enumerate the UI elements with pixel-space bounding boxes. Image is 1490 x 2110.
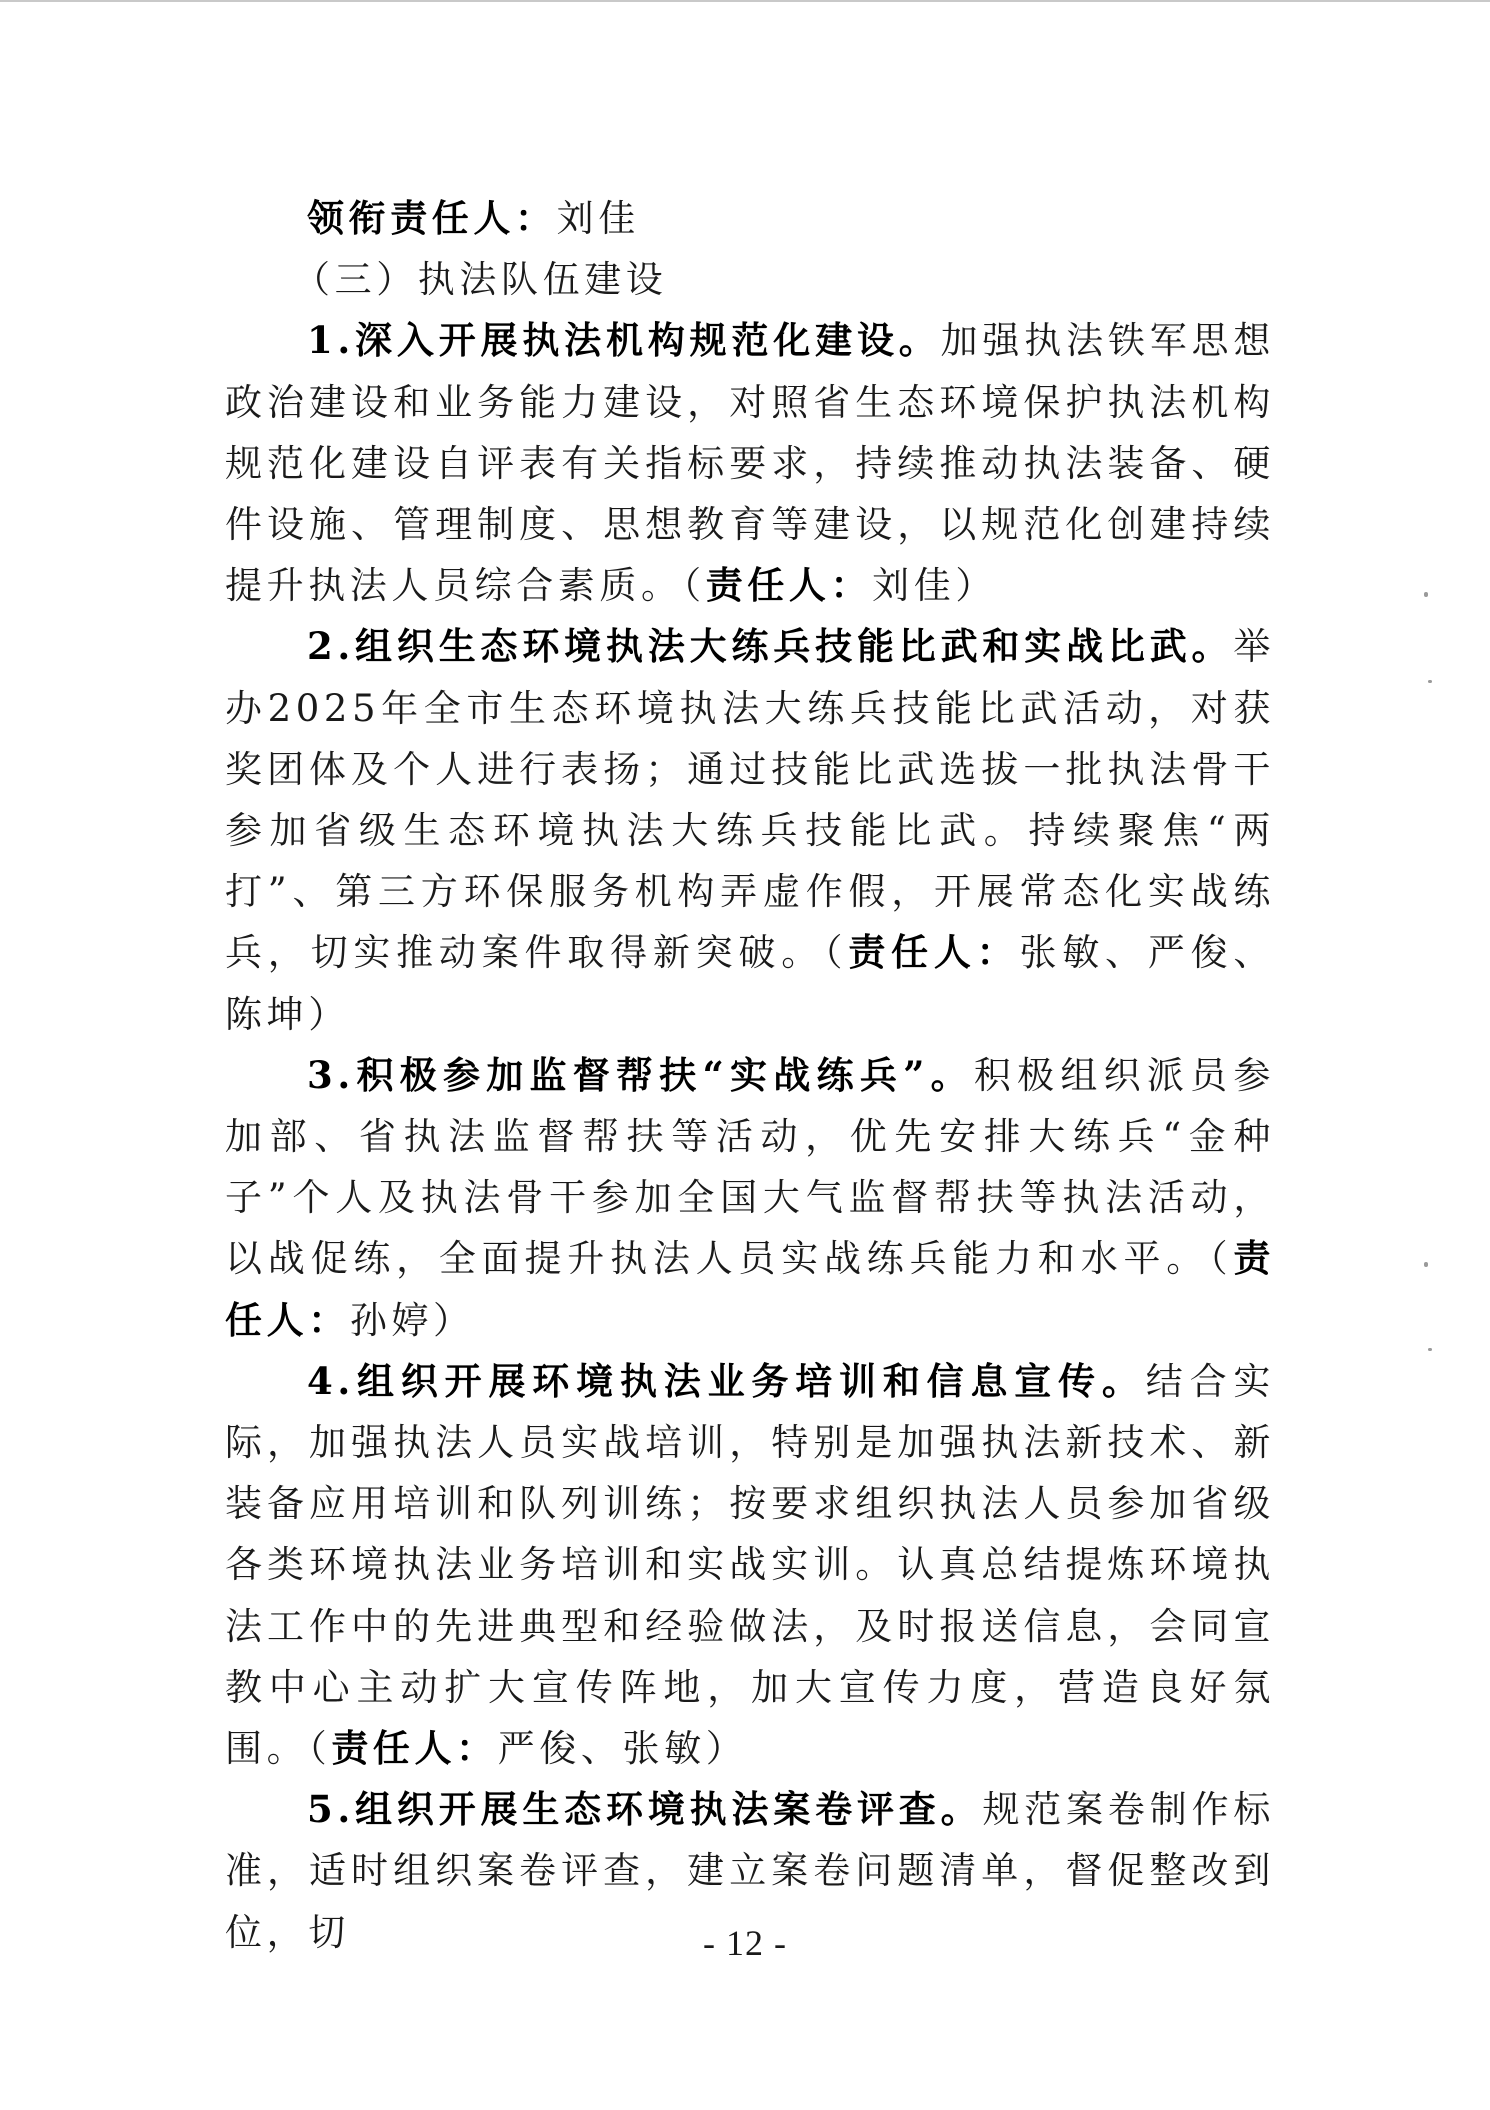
item-5-body: 规范案卷制作标准，适时组织案卷评查，建立案卷问题清单，督促整改到位，切 [225,1788,1276,1954]
document-body [225,188,1275,1963]
item-3-resp-close: ） [433,1298,475,1342]
item-1-resp-label: 责任人： [705,563,873,608]
item-4-resp-open: （ [308,1727,332,1771]
item-5-title: 5.组织开展生态环境执法案卷评查。 [307,1787,983,1832]
item-1-title: 1.深入开展执法机构规范化建设。 [307,318,941,363]
item-3 [225,1045,1275,1351]
item-4 [225,1351,1275,1779]
item-1 [225,310,1275,616]
item-2-resp-close: ） [308,992,350,1036]
item-1-body: 加强执法铁军思想政治建设和业务能力建设，对照省生态环境保护执法机构规范化建设自评表有关指标要求，持续推动执法装备、硬件设施、管理制度、思想教育等建设，以规范化创建持续提升执法人员综合素质。 [225,319,1275,608]
item-1-resp-open: （ [682,564,706,608]
item-3-title: 3.积极参加监督帮扶“实战练兵”。 [307,1052,974,1097]
item-4-title: 4.组织开展环境执法业务培训和信息宣传。 [307,1358,1146,1403]
item-4-body: 结合实际，加强执法人员实战培训，特别是加强执法新技术、新装备应用培训和队列训练；按要求组织执法人员参加省级各类环境执法业务培训和实战实训。认真总结提炼环境执法工作中的先进典型和经验做法，及时报送信息，会同宣教中心主动扩大宣传阵地，加大宣传力度，营造良好氛围。 [225,1359,1276,1771]
item-3-resp-open: （ [1209,1237,1234,1281]
item-1-resp-names: 刘佳 [872,564,956,608]
item-3-resp-label: 责任人： [225,1236,1275,1342]
scan-mark [1428,680,1432,683]
page-number: - 12 - [703,1923,787,1963]
lead-responsible-line [225,188,1275,249]
item-2-resp-open: （ [824,931,849,975]
item-3-body: 积极组织派员参加部、省执法监督帮扶等活动，优先安排大练兵“金种子”个人及执法骨干参加全国大气监督帮扶等执法活动，以战促练，全面提升执法人员实战练兵能力和水平。 [225,1053,1276,1281]
section-title: （三）执法队伍建设 [293,258,668,302]
item-3-resp-names: 孙婷 [349,1298,434,1342]
scan-mark [1424,592,1428,597]
item-2 [225,616,1275,1044]
scan-mark [1424,1262,1428,1267]
item-4-resp-names: 严俊、张敏 [497,1727,706,1771]
lead-responsible-name: 刘佳 [556,197,640,240]
scan-mark [1428,1348,1432,1351]
lead-responsible-label: 领衔责任人： [307,196,557,240]
item-2-resp-names: 张敏、严俊、陈坤 [225,931,1275,1036]
item-4-resp-label: 责任人： [331,1726,498,1771]
item-2-title: 2.组织生态环境执法大练兵技能比武和实战比武。 [307,624,1234,669]
item-2-resp-label: 责任人： [848,930,1020,975]
item-4-resp-close: ） [705,1727,748,1771]
item-1-resp-close: ） [955,564,997,608]
item-2-body: 举办2025年全市生态环境执法大练兵技能比武活动，对获奖团体及个人进行表扬；通过技能比武选拔一批执法骨干参加省级生态环境执法大练兵技能比武。持续聚焦“两打”、第三方环保服务机构弄虚作假，开展常态化实战练兵，切实推动案件取得新突破。 [225,625,1275,975]
